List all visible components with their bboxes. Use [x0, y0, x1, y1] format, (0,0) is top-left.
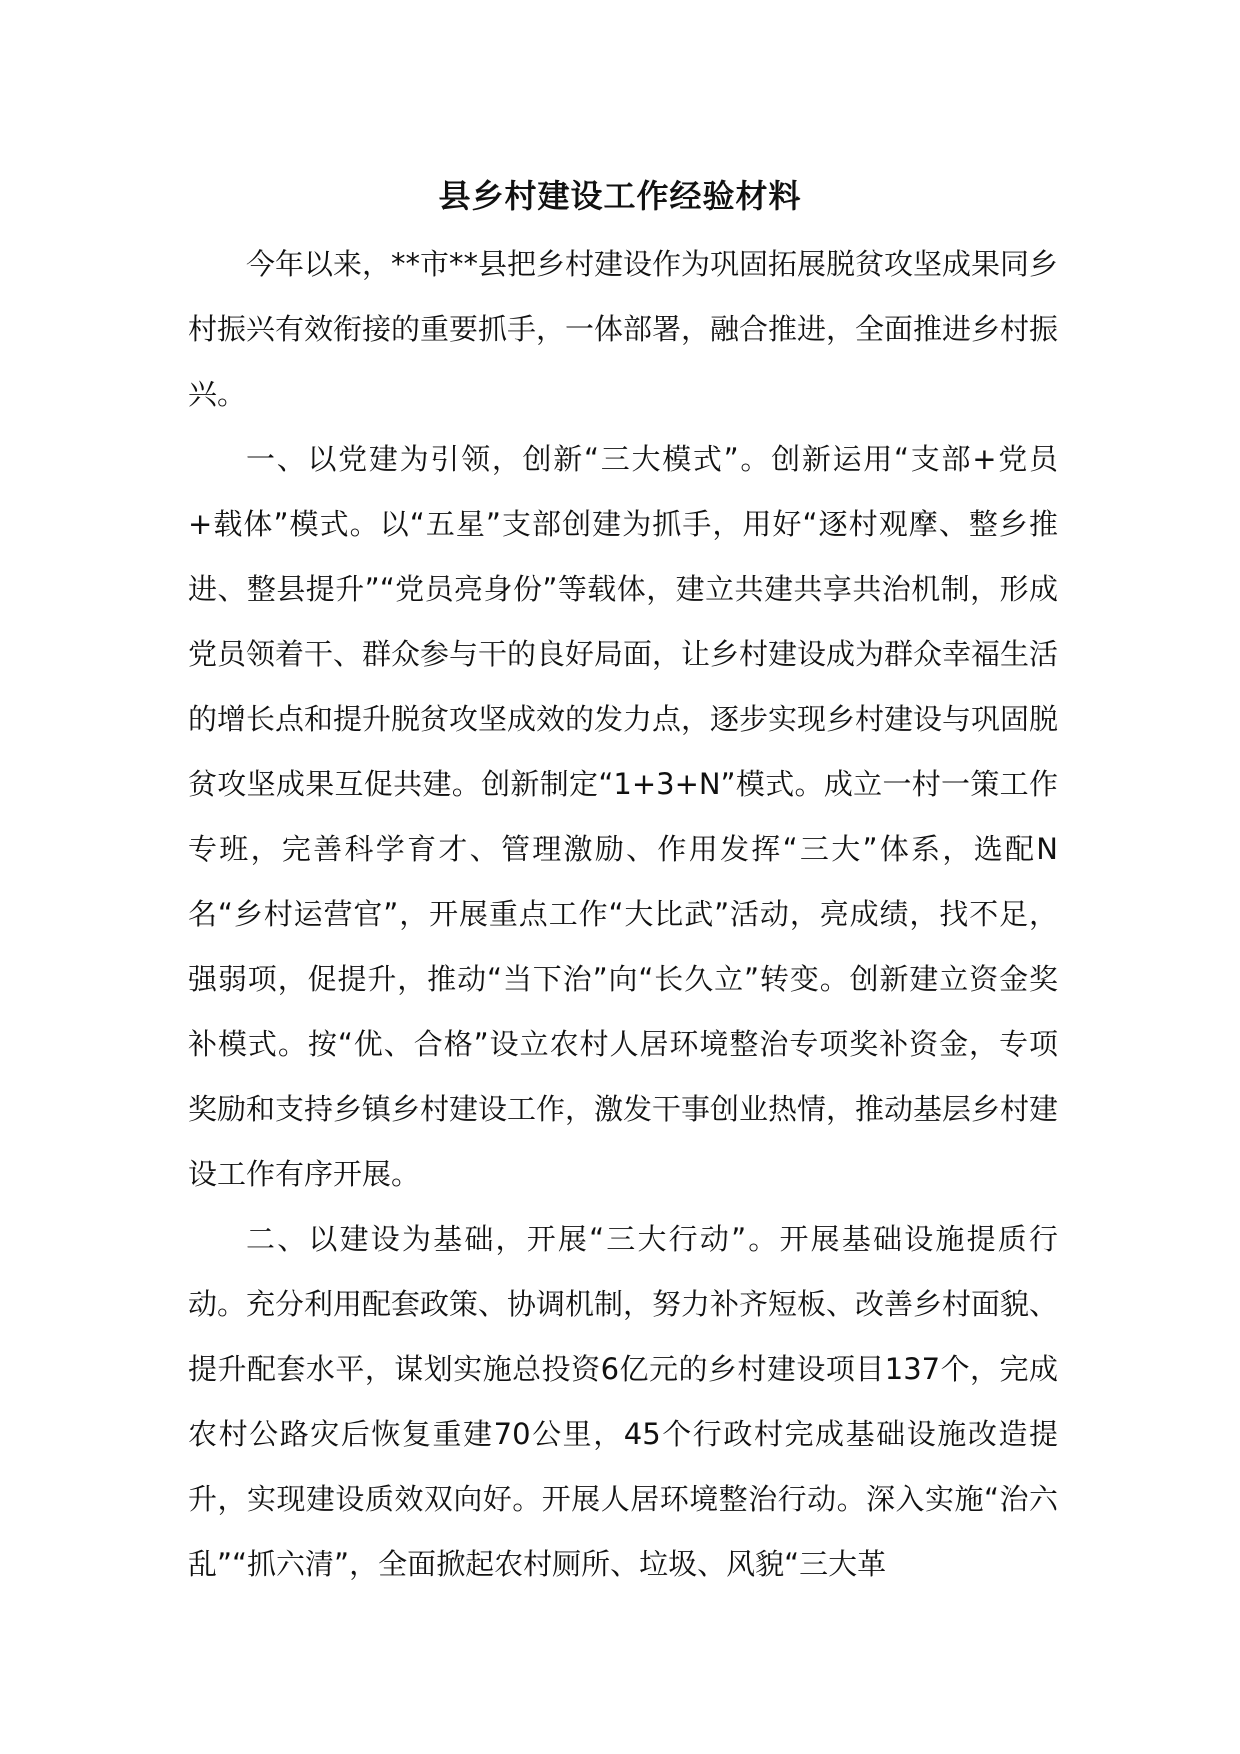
paragraph-section-one: 一、以党建为引领，创新“三大模式”。创新运用“支部+党员+载体”模式。以“五星”支部创建为抓手，用好“逐村观摩、整乡推进、整县提升”“党员亮身份”等载体，建立共建共享共治机制，形成党员领着干、群众参与干的良好局面，让乡村建设成为群众幸福生活的增长点和提升脱贫攻坚成效的发力点，逐步实现乡村建设与巩固脱贫攻坚成果互促共建。创新制定“1+3+N”模式。成立一村一策工作专班，完善科学育才、管理激励、作用发挥“三大”体系，选配N名“乡村运营官”，开展重点工作“大比武”活动，亮成绩，找不足，强弱项，促提升，推动“当下治”向“长久立”转变。创新建立资金奖补模式。按“优、合格”设立农村人居环境整治专项奖补资金，专项奖励和支持乡镇乡村建设工作，激发干事创业热情，推动基层乡村建设工作有序开展。 [188, 442, 1059, 1191]
document-title: 县乡村建设工作经验材料 [438, 177, 802, 215]
paragraph-section-two: 二、以建设为基础，开展“三大行动”。开展基础设施提质行动。充分利用配套政策、协调机制，努力补齐短板、改善乡村面貌、提升配套水平，谋划实施总投资6亿元的乡村建设项目137个，完成农村公路灾后恢复重建70公里，45个行政村完成基础设施改造提升，实现建设质效双向好。开展人居环境整治行动。深入实施“治六乱”“抓六清”，全面掀起农村厕所、垃圾、风貌“三大革 [188, 1222, 1059, 1581]
document-body [188, 232, 1058, 1597]
paragraph-intro: 今年以来，**市**县把乡村建设作为巩固拓展脱贫攻坚成果同乡村振兴有效衔接的重要抓手，一体部署，融合推进，全面推进乡村振兴。 [188, 247, 1059, 411]
